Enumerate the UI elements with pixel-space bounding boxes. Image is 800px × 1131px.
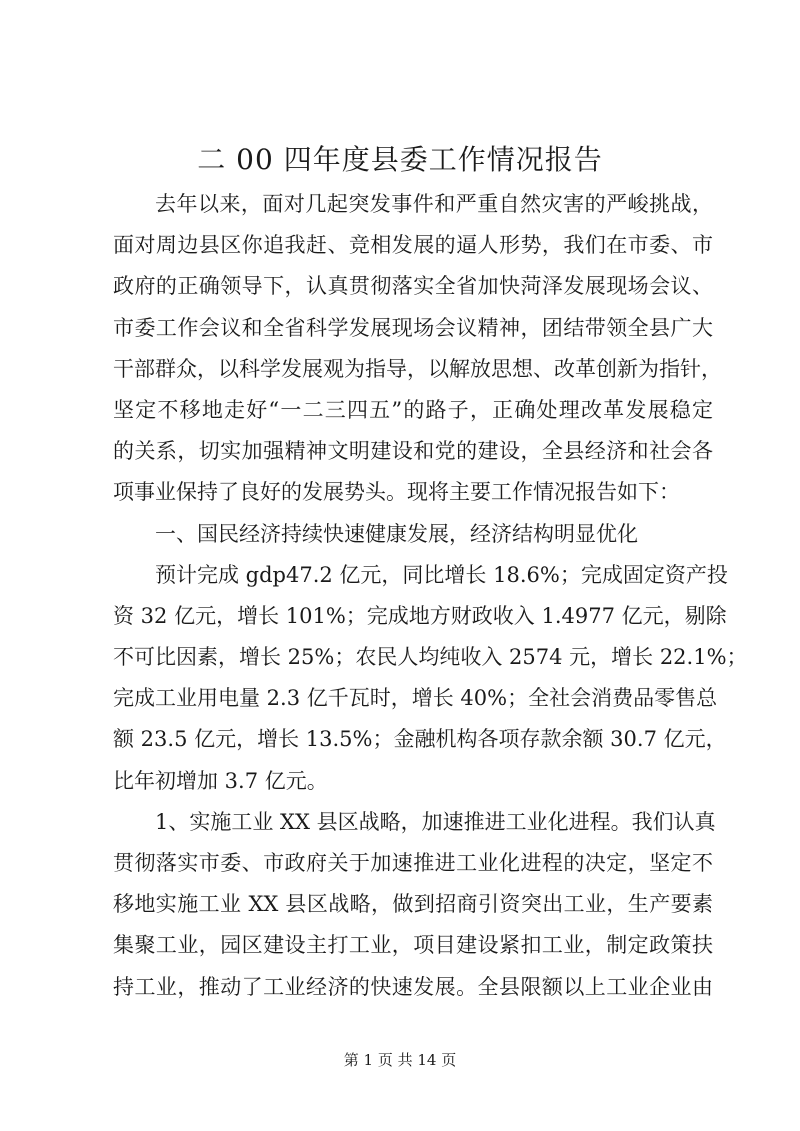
document-body [113,184,748,1008]
text-line: 1、实施工业 XX 县区战略，加速推进工业化进程。我们认真 [155,809,716,834]
text-line: 资 32 亿元，增长 101%；完成地方财政收入 1.4977 亿元，剔除 [113,603,727,628]
document-title: 二 00 四年度县委工作情况报告 [197,143,603,176]
text-line: 持工业，推动了工业经济的快速发展。全县限额以上工业企业由 [113,974,713,999]
text-line: 的关系，切实加强精神文明建设和党的建设，全县经济和社会各 [113,439,713,464]
text-line: 项事业保持了良好的发展势头。现将主要工作情况报告如下： [113,480,680,505]
text-line: 不可比因素，增长 25%；农民人均纯收入 2574 元，增长 22.1%； [113,645,748,670]
text-line: 预计完成 gdp47.2 亿元，同比增长 18.6%；完成固定资产投 [155,562,728,587]
text-line: 坚定不移地走好“一二三四五”的路子，正确处理改革发展稳定 [113,397,713,422]
text-line: 政府的正确领导下，认真贯彻落实全省加快菏泽发展现场会议、 [113,274,713,299]
text-line: 干部群众，以科学发展观为指导，以解放思想、改革创新为指针， [113,356,722,381]
text-line: 贯彻落实市委、市政府关于加速推进工业化进程的决定，坚定不 [113,851,713,875]
text-line: 比年初增加 3.7 亿元。 [113,768,328,793]
text-line: 额 23.5 亿元，增长 13.5%；金融机构各项存款余额 30.7 亿元， [113,727,727,752]
text-line: 集聚工业，园区建设主打工业，项目建设紧扣工业，制定政策扶 [113,933,713,958]
text-line: 去年以来，面对几起突发事件和严重自然灾害的严峻挑战， [155,192,713,216]
text-line: 市委工作会议和全省科学发展现场会议精神，团结带领全县广大 [113,315,713,340]
page-footer: 第 1 页 共 14 页 [343,1051,457,1069]
text-line: 面对周边县区你追我赶、竞相发展的逼人形势，我们在市委、市 [113,233,713,258]
section-heading: 一、国民经济持续快速健康发展，经济结构明显优化 [155,521,638,546]
text-line: 完成工业用电量 2.3 亿千瓦时，增长 40%；全社会消费品零售总 [113,686,718,711]
text-line: 移地实施工业 XX 县区战略，做到招商引资突出工业，生产要素 [113,892,713,917]
